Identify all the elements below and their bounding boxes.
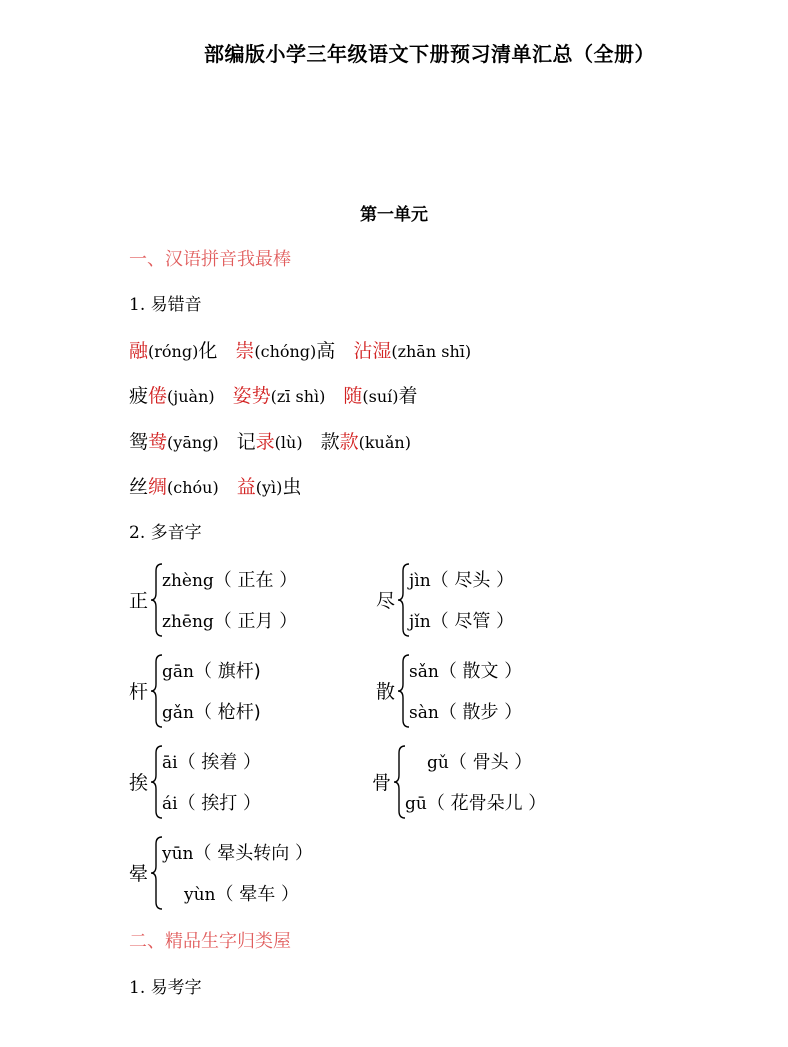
unit-title: 第一单元 xyxy=(360,205,428,225)
hanzi: 着 xyxy=(398,385,418,407)
pinyin: (suí) xyxy=(362,387,399,406)
sound-item xyxy=(237,431,303,453)
polyphone-block xyxy=(129,835,349,913)
pinyin: gǔ xyxy=(427,753,449,773)
pinyin: zhèng xyxy=(162,571,214,591)
pinyin: (kuǎn) xyxy=(358,433,411,452)
sound-item xyxy=(129,385,215,407)
pinyin: sàn xyxy=(409,703,439,723)
example-word: （ 尽头 ） xyxy=(430,570,515,591)
polyphone-char: 杆 xyxy=(129,681,149,703)
pinyin: jìn xyxy=(409,571,431,591)
pinyin: ái xyxy=(162,794,178,814)
sound-row xyxy=(129,472,301,499)
example-word: （ 挨着 ） xyxy=(177,752,262,773)
pinyin: jǐn xyxy=(409,612,431,632)
sound-item xyxy=(129,340,217,362)
subheading-error-prone-sounds: 1. 易错音 xyxy=(129,295,202,315)
sound-item xyxy=(353,340,471,362)
polyphone-block xyxy=(129,744,349,822)
hanzi: 虫 xyxy=(282,476,302,498)
polyphone-block xyxy=(376,562,596,640)
document-title: 部编版小学三年级语文下册预习清单汇总（全册） xyxy=(204,42,655,66)
sound-item xyxy=(233,385,326,407)
sound-item xyxy=(129,476,219,498)
polyphone-char: 晕 xyxy=(129,863,149,885)
pinyin: gān xyxy=(162,662,194,682)
polyphone-block xyxy=(129,562,349,640)
hanzi: 高 xyxy=(316,340,336,362)
example-word: （ 正在 ） xyxy=(213,570,298,591)
sound-row xyxy=(129,381,418,408)
example-word: （ 挨打 ） xyxy=(177,793,262,814)
pinyin: gū xyxy=(405,794,427,814)
polyphone-char: 骨 xyxy=(372,772,392,794)
hanzi: 记 xyxy=(236,431,256,453)
hanzi: 丝 xyxy=(129,476,149,498)
polyphone-block xyxy=(129,653,349,731)
sound-row xyxy=(129,427,411,454)
polyphone-block xyxy=(376,653,596,731)
hanzi: 崇 xyxy=(235,340,255,362)
subheading-exam-characters: 1. 易考字 xyxy=(129,978,202,998)
pinyin: (chóng) xyxy=(254,342,317,361)
sound-item xyxy=(235,340,335,362)
polyphone-reading xyxy=(162,698,261,724)
polyphone-block xyxy=(372,744,592,822)
polyphone-char: 挨 xyxy=(129,772,149,794)
polyphone-reading xyxy=(162,607,297,633)
sound-item xyxy=(321,431,411,453)
example-word: （ 尽管 ） xyxy=(430,611,515,632)
sound-item xyxy=(343,385,417,407)
section-heading-pinyin: 一、汉语拼音我最棒 xyxy=(129,249,291,270)
polyphone-reading xyxy=(162,748,261,774)
polyphone-reading xyxy=(409,698,522,724)
pinyin: (róng) xyxy=(148,342,199,361)
polyphone-reading xyxy=(184,880,299,906)
polyphone-char: 正 xyxy=(129,590,149,612)
pinyin: yūn xyxy=(162,844,194,864)
pinyin: (zī shì) xyxy=(270,387,326,406)
example-word: （ 正月 ） xyxy=(213,611,298,632)
pinyin: āi xyxy=(162,753,178,773)
example-word: （ 晕车 ） xyxy=(215,884,299,905)
polyphone-reading xyxy=(427,748,532,774)
pinyin: zhēng xyxy=(162,612,214,632)
polyphone-reading xyxy=(162,566,297,592)
sound-item xyxy=(237,476,302,498)
pinyin: (yāng) xyxy=(167,433,219,452)
example-word: （ 散步 ） xyxy=(438,702,523,723)
polyphone-char: 尽 xyxy=(376,590,396,612)
polyphone-reading xyxy=(162,657,261,683)
pinyin: (lù) xyxy=(274,433,303,452)
hanzi: 融 xyxy=(129,340,149,362)
pinyin: yùn xyxy=(184,885,216,905)
pinyin: (chóu) xyxy=(167,478,219,497)
pinyin: (zhān shī) xyxy=(391,342,472,361)
pinyin: (yì) xyxy=(255,478,283,497)
hanzi: 鸯 xyxy=(148,431,168,453)
hanzi: 随 xyxy=(343,385,363,407)
hanzi: 款 xyxy=(320,431,340,453)
sound-item xyxy=(129,431,219,453)
sound-row xyxy=(129,336,471,363)
polyphone-reading xyxy=(162,839,313,865)
pinyin: sǎn xyxy=(409,662,439,682)
example-word: （ 旗杆) xyxy=(193,661,261,682)
polyphone-reading xyxy=(409,566,514,592)
polyphone-reading xyxy=(409,607,514,633)
example-word: （ 枪杆) xyxy=(193,702,261,723)
example-word: （ 晕头转向 ） xyxy=(193,843,313,864)
hanzi: 化 xyxy=(198,340,218,362)
example-word: （ 花骨朵儿 ） xyxy=(426,793,547,814)
hanzi: 疲 xyxy=(129,385,149,407)
example-word: （ 骨头 ） xyxy=(448,752,533,773)
hanzi: 沾湿 xyxy=(353,340,392,362)
hanzi: 款 xyxy=(339,431,359,453)
hanzi: 绸 xyxy=(148,476,168,498)
pinyin: (juàn) xyxy=(167,387,215,406)
section-heading-characters: 二、精品生字归类屋 xyxy=(129,931,291,952)
hanzi: 益 xyxy=(236,476,256,498)
polyphone-reading xyxy=(162,789,261,815)
polyphone-reading xyxy=(405,789,546,815)
hanzi: 姿势 xyxy=(232,385,271,407)
hanzi: 倦 xyxy=(148,385,168,407)
subheading-polyphones: 2. 多音字 xyxy=(129,523,202,543)
hanzi: 鸳 xyxy=(129,431,149,453)
polyphone-reading xyxy=(409,657,522,683)
pinyin: gǎn xyxy=(162,703,194,723)
hanzi: 录 xyxy=(255,431,275,453)
polyphone-char: 散 xyxy=(376,681,396,703)
example-word: （ 散文 ） xyxy=(438,661,523,682)
